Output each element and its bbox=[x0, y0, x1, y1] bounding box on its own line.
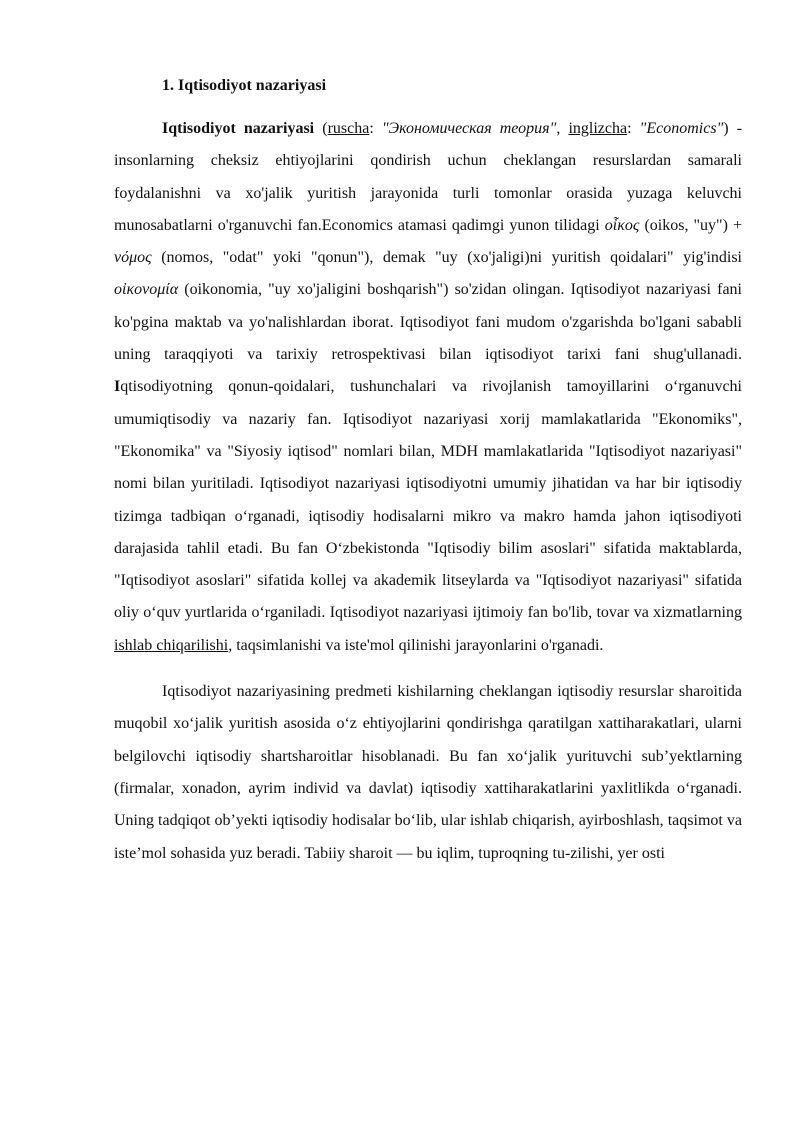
text-fragment: (nomos, "odat" yoki "qonun"), demak "uy (xo'jaligi)ni yuritish qoidalari" yig'indisi bbox=[151, 249, 742, 267]
text-fragment: : bbox=[627, 120, 640, 137]
paragraph-2: Iqtisodiyot nazariyasining predmeti kishilarning cheklangan iqtisodiy resurslar sharoitida muqobil xo‘jalik yuritish asosida o‘z ehtiyojlarini qondirishga qaratilgan xattiharakatlari, ularni belgilovchi iqtisodiy shartsharoitlar hisoblanadi. Bu fan xo‘jalik yurituvchi sub’yektlarning (firmalar, xonadon, ayrim individ va davlat) iqtisodiy xattiharakatlarini yaxlitlikda o‘rganadi. Uning tadqiqot ob’yekti iqtisodiy hodisalar bo‘lib, ular ishlab chiqarish, ayirboshlash, taqsimot va iste’mol sohasida yuz beradi. Tabiiy sharoit — bu iqlim, tuproqning tu-zilishi, yer osti bbox=[114, 683, 742, 862]
term-bold: Iqtisodiyot nazariyasi bbox=[162, 120, 315, 137]
paragraph-1 bbox=[114, 113, 742, 662]
greek-word-nomos: νόμος bbox=[114, 249, 152, 267]
greek-word-oikonomia: οἰκονομία bbox=[114, 281, 179, 299]
section-heading: 1. Iqtisodiyot nazariyasi bbox=[162, 77, 327, 94]
text-fragment: (oikos, "uy") + bbox=[639, 216, 742, 234]
text-fragment: : bbox=[369, 120, 382, 137]
bold-letter: I bbox=[114, 378, 121, 396]
text-fragment: , taqsimlanishi va iste'mol qilinishi jarayonlarini o'rganadi. bbox=[228, 636, 604, 654]
english-term: "Economics" bbox=[639, 120, 724, 137]
link-inglizcha[interactable]: inglizcha bbox=[568, 120, 628, 137]
text-fragment: ) - insonlarning cheksiz ehtiyojlarini qondirish uchun cheklangan resurslardan samarali foydalanishni va xo'jalik yuritish jarayonida turli tomonlar orasida yuzaga keluvchi munosabatlarni o'rganuvchi fan.Economics atamasi qadimgi yunon tilidagi bbox=[114, 120, 743, 234]
russian-term: "Экономическая теория" bbox=[381, 120, 557, 137]
document-body bbox=[114, 74, 742, 870]
text-fragment: , bbox=[556, 120, 569, 137]
link-ishlab-chiqarilishi[interactable]: ishlab chiqarilishi bbox=[114, 636, 229, 654]
greek-word-oikos: οἶκος bbox=[604, 216, 640, 234]
text-fragment: ( bbox=[314, 120, 328, 137]
text-fragment: (oikonomia, "uy xo'jaligini boshqarish") so'zidan olingan. Iqtisodiyot nazariyasi fani ko'pgina maktab va yo'nalishlardan iborat. Iqtisodiyot fani mudom o'zgarishda bo'lgani sababli uning taraqqiyoti va tarixiy retrospektivasi bilan iqtisodiyot tarixi fani shug'ullanadi. bbox=[114, 281, 742, 364]
link-ruscha[interactable]: ruscha bbox=[327, 120, 370, 137]
text-fragment: qtisodiyotning qonun-qoidalari, tushunchalari va rivojlanish tamoyillarini o‘rganuvchi umumiqtisodiy va nazariy fan. Iqtisodiyot nazariyasi xorij mamlakatlarida "Ekonomiks", "Ekonomika" va "Siyosiy iqtisod" nomlari bilan, MDH mamlakatlarida "Iqtisodiyot nazariyasi" nomi bilan yuritiladi. Iqtisodiyot nazariyasi iqtisodiyotni umumiy jihatidan va har bir iqtisodiy tizimga tadbiqan o‘rganadi, iqtisodiy hodisalarni mikro va makro hamda jahon iqtisodiyoti darajasida tahlil etadi. Bu fan O‘zbekistonda "Iqtisodiy bilim asoslari" sifatida maktablarda, "Iqtisodiyot asoslari" sifatida kollej va akademik litseylarda va "Iqtisodiyot nazariyasi" sifatida oliy o‘quv yurtlarida o‘rganiladi. Iqtisodiyot nazariyasi ijtimoiy fan bo'lib, tovar va xizmatlarning bbox=[114, 378, 742, 622]
